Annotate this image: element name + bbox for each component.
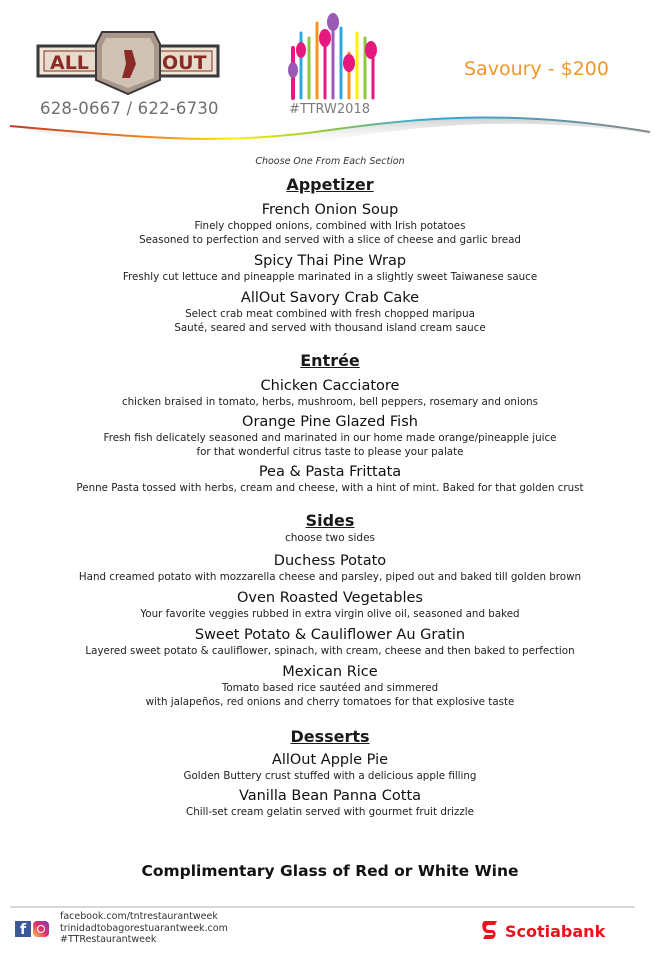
dish-description: Finely chopped onions, combined with Irish potatoes (194, 220, 466, 232)
facebook-icon[interactable]: f (15, 921, 31, 937)
dish-description: chicken braised in tomato, herbs, mushroom, bell peppers, rosemary and onions (121, 396, 539, 408)
dish-description: Freshly cut lettuce and pineapple marinated in a slightly sweet Taiwanese sauce (122, 271, 538, 283)
dish-description: Layered sweet potato & cauliflower, spinach, with cream, cheese and then baked to perfection (85, 645, 575, 657)
svg-text:OUT: OUT (162, 52, 207, 74)
hashtag: #TTRestaurantweek (60, 934, 157, 945)
menu-body (0, 155, 660, 819)
dish-description: Hand creamed potato with mozzarella cheese and parsley, piped out and baked till golden brown (78, 571, 582, 583)
menu-item (0, 751, 660, 783)
dish-description: Chill-set cream gelatin served with gourmet fruit drizzle (186, 806, 474, 818)
social-icons (15, 921, 49, 937)
menu-item (0, 252, 660, 284)
menu-item (0, 289, 660, 335)
sponsor-name: Scotiabank (505, 921, 606, 941)
section-title: Entrée (300, 351, 360, 370)
menu-instruction: Choose One From Each Section (255, 156, 405, 167)
dish-name: French Onion Soup (261, 202, 399, 218)
menu-item (0, 377, 660, 409)
rainbow-wave-divider (0, 110, 660, 160)
menu-item (0, 589, 660, 621)
dish-name: Sweet Potato & Cauliflower Au Gratin (194, 627, 466, 643)
event-hashtag: #TTRW2018 (289, 102, 370, 117)
complimentary-wine-note: Complimentary Glass of Red or White Wine (141, 862, 519, 880)
dish-name: Duchess Potato (273, 553, 387, 569)
dish-name: Vanilla Bean Panna Cotta (238, 788, 422, 804)
sponsor-logo (481, 919, 605, 943)
dish-description: Fresh fish delicately seasoned and marinated in our home made orange/pineapple juice (103, 432, 557, 444)
dish-name: AllOut Apple Pie (271, 752, 389, 768)
dish-name: Chicken Cacciatore (260, 378, 400, 394)
menu-item (0, 552, 660, 584)
menu-item (0, 787, 660, 819)
phone-numbers: 628-0667 / 622-6730 (40, 99, 219, 118)
dish-description: with jalapeños, red onions and cherry tomatoes for that explosive taste (145, 696, 515, 708)
menu-item (0, 463, 660, 495)
dish-name: Oven Roasted Vegetables (237, 590, 423, 606)
dish-name: Orange Pine Glazed Fish (242, 414, 418, 430)
allout-logo (36, 24, 220, 96)
menu-item (0, 626, 660, 658)
section-appetizer (0, 175, 660, 335)
menu-item (0, 201, 660, 247)
section-title: Desserts (290, 727, 370, 746)
menu-item (0, 413, 660, 459)
footer-links (60, 911, 228, 946)
section-sides (0, 511, 660, 709)
dish-description: Your favorite veggies rubbed in extra virgin olive oil, seasoned and baked (140, 608, 520, 620)
menu-header (0, 0, 660, 150)
dish-description: Seasoned to perfection and served with a slice of cheese and garlic bread (139, 234, 521, 246)
dish-name: AllOut Savory Crab Cake (240, 290, 420, 306)
section-subtitle: choose two sides (285, 532, 375, 544)
dish-description: Tomato based rice sautéed and simmered (221, 682, 439, 694)
dish-name: Pea & Pasta Frittata (258, 464, 402, 480)
dish-name: Spicy Thai Pine Wrap (253, 253, 407, 269)
dish-name: Mexican Rice (282, 664, 378, 680)
instagram-icon[interactable] (33, 921, 49, 937)
dish-description: Penne Pasta tossed with herbs, cream and cheese, with a hint of mint. Baked for that golden crust (76, 482, 584, 494)
section-title: Sides (305, 511, 355, 530)
menu-item (0, 663, 660, 709)
dish-description: Select crab meat combined with fresh chopped maripua (185, 308, 475, 320)
section-entree (0, 351, 660, 495)
cutlery-icon (285, 8, 380, 100)
dish-description: Sauté, seared and served with thousand island cream sauce (174, 322, 486, 334)
svg-text:ALL: ALL (50, 52, 89, 74)
dish-description: Golden Buttery crust stuffed with a delicious apple filling (183, 770, 477, 782)
facebook-link[interactable]: facebook.com/tntrestaurantweek (60, 911, 218, 922)
footer-divider (10, 906, 635, 908)
dish-description: for that wonderful citrus taste to please your palate (196, 446, 464, 458)
section-desserts (0, 727, 660, 819)
section-title: Appetizer (286, 175, 374, 194)
menu-price: Savoury - $200 (464, 58, 609, 80)
scotiabank-s-icon (481, 919, 499, 943)
website-link[interactable]: trinidadtobagorestuarantweek.com (60, 922, 228, 934)
